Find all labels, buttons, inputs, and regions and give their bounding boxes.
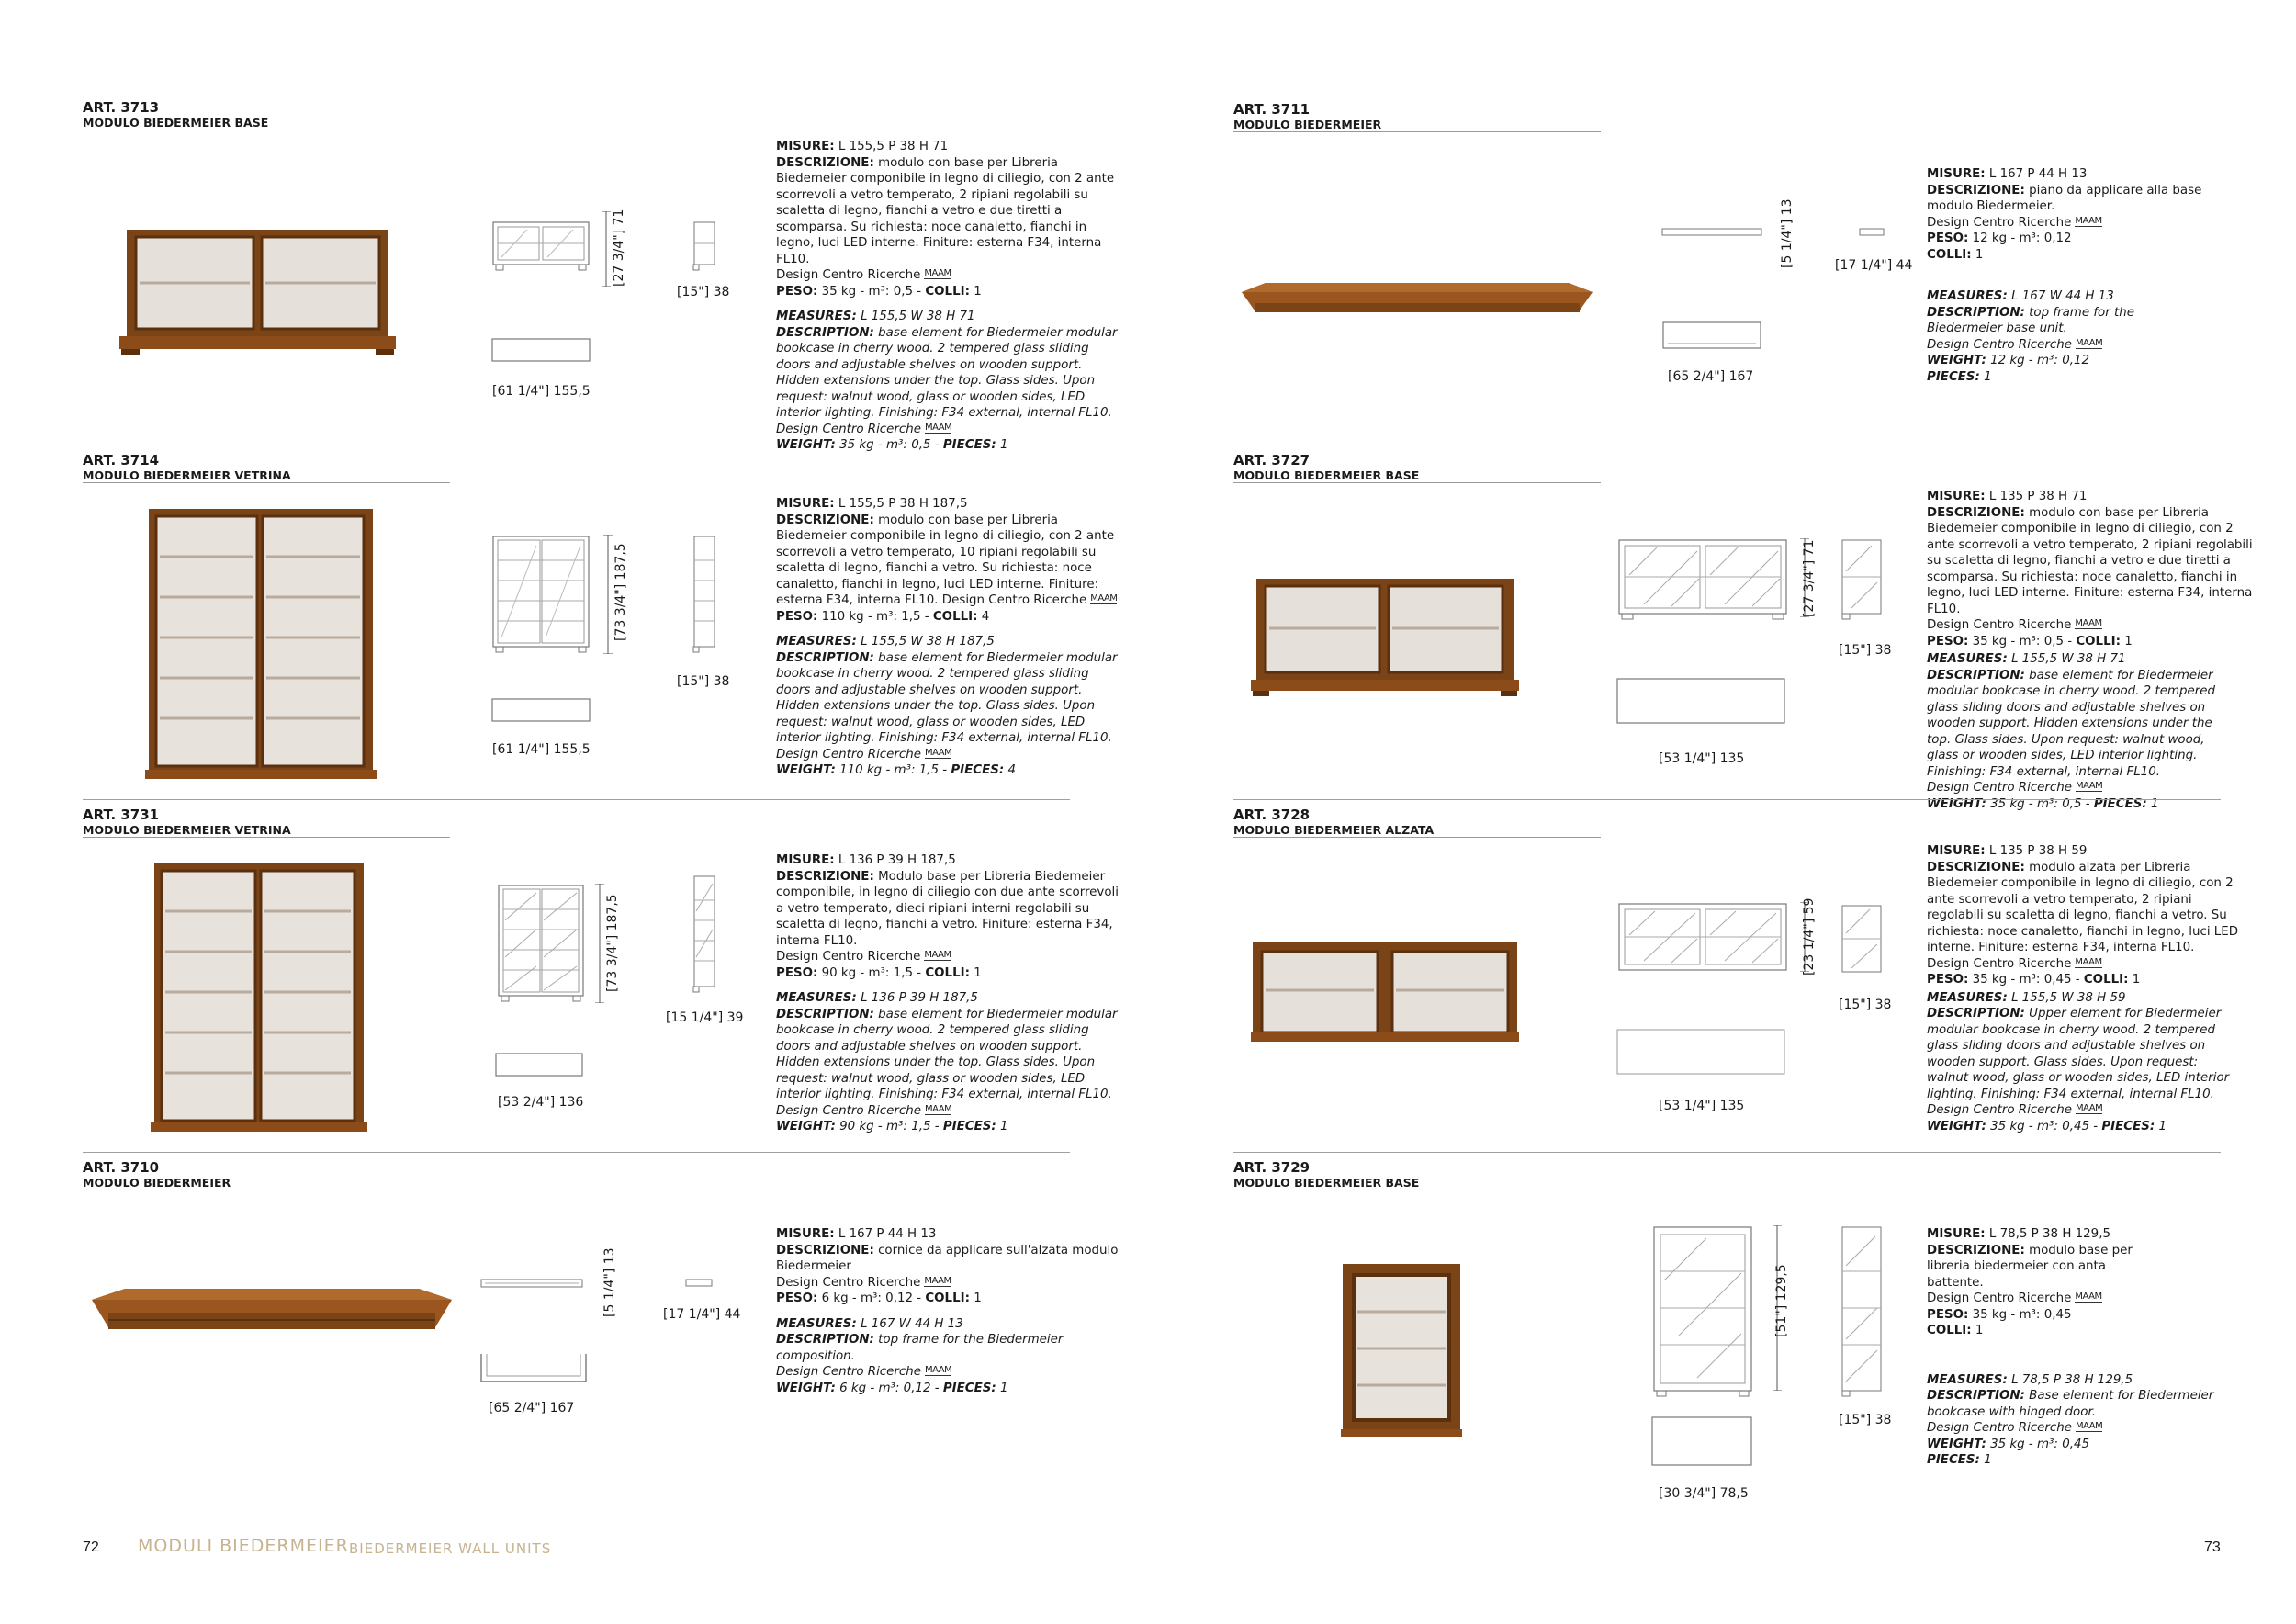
pieces-label-en: PIECES: <box>942 1120 996 1133</box>
description-label-it: DESCRIZIONE: <box>776 513 874 527</box>
height-dimension: [5 1/4"] 13 <box>1780 198 1795 268</box>
pieces-label-en: PIECES: <box>951 763 1005 777</box>
article-name: MODULO BIEDERMEIER <box>83 1176 231 1190</box>
entry-header <box>1233 1159 1601 1190</box>
design-credit-it: Design Centro Ricerche <box>1927 956 2072 971</box>
pieces-value-en: 1 <box>996 1381 1008 1395</box>
weight-label-it: PESO: <box>776 609 818 624</box>
description-label-en: DESCRIPTION: <box>1927 668 2025 682</box>
article-description <box>1927 489 2257 812</box>
article-number: ART. 3728 <box>1233 806 1311 823</box>
maam-logo: MAAM <box>2075 1291 2102 1302</box>
pieces-label-it: COLLI: <box>2076 634 2121 648</box>
pieces-label-en: PIECES: <box>2101 1119 2155 1133</box>
front-drawing <box>1660 226 1765 239</box>
entry-header <box>1233 101 1601 132</box>
weight-label-it: PESO: <box>1927 973 1969 987</box>
entry-header <box>83 452 450 483</box>
width-dimension: [65 2/4"] 167 <box>489 1401 575 1415</box>
section-divider <box>1233 1152 2221 1153</box>
weight-label-it: PESO: <box>776 284 818 299</box>
weight-value-it: 35 kg - m³: 0,45 <box>1968 1307 2072 1322</box>
description-text-en: base element for Biedermeier modular bookcase in cherry wood. 2 tempered glass sliding doors and adjustable shelves on wooden support. Hidden extensions under the top. Glass sides. Upon request: walnut wood, glass or wooden sides, LED interior lighting. Finishing: F34 external, internal FL10. <box>1927 668 2215 779</box>
article-number: ART. 3713 <box>83 99 160 116</box>
measures-value-en: L 167 W 44 H 13 <box>856 1316 963 1331</box>
maam-logo: MAAM <box>924 268 951 278</box>
design-credit-en: Design Centro Ricerche <box>776 1103 921 1118</box>
description-text-it: Modulo base per Libreria Biedemeier componibile, in legno di ciliegio con due ante scorrevoli a vetro temperato, dieci ripiani interni regolabili su scaletta di legno, fianchi a vetro. Finiture: esterna F34, interna FL10. <box>776 869 1119 948</box>
design-credit-en: Design Centro Ricerche <box>1927 337 2072 352</box>
description-text-en: Upper element for Biedermeier modular bookcase in cherry wood. 2 tempered glass sliding doors and adjustable shelves on wooden support. Glass sides. Upon request: walnut wood, glass or wooden sides, LED interior lighting. Finishing: F34 external, internal FL10. <box>1927 1007 2230 1101</box>
design-credit-it: Design Centro Ricerche <box>1927 1291 2072 1305</box>
pieces-label-it: COLLI: <box>925 965 970 980</box>
depth-dimension: [17 1/4"] 44 <box>663 1307 741 1322</box>
maam-logo: MAAM <box>2076 1421 2103 1431</box>
weight-value-it: 35 kg - m³: 0,45 - <box>1968 973 2084 987</box>
maam-logo: MAAM <box>2075 956 2102 967</box>
entry-header <box>83 806 450 838</box>
design-credit-it: Design Centro Ricerche <box>776 1275 921 1290</box>
depth-dimension: [15"] 38 <box>1839 998 1892 1012</box>
side-drawing <box>1839 904 1885 977</box>
weight-label-it: PESO: <box>776 1291 818 1305</box>
pieces-label-it: COLLI: <box>1927 1324 1972 1337</box>
description-text-en: base element for Biedermeier modular bookcase in cherry wood. 2 tempered glass sliding doors and adjustable shelves on wooden support. Hidden extensions under the top. Glass sides. Upon request: walnut wood, glass or wooden sides, LED interior lighting. Finishing: F34 external, internal FL10. <box>776 650 1118 745</box>
side-drawing <box>691 535 718 654</box>
measures-label-en: MEASURES: <box>1927 652 2008 666</box>
measures-label-it: MISURE: <box>1927 844 1986 858</box>
pieces-value-en: 1 <box>2155 1119 2167 1133</box>
top-drawing <box>494 1051 586 1080</box>
product-photo <box>143 505 378 784</box>
design-credit-en: Design Centro Ricerche <box>776 422 921 436</box>
section-divider <box>83 799 1070 800</box>
weight-value-en: 12 kg - m³: 0,12 <box>1986 354 2090 367</box>
description-text-en: base element for Biedermeier modular bookcase in cherry wood. 2 tempered glass sliding doors and adjustable shelves on wooden support. Hidden extensions under the top. Glass sides. Upon request: walnut wood, glass or wooden sides, LED interior lighting. Finishing: F34 external, internal FL10. <box>776 325 1118 420</box>
maam-logo: MAAM <box>925 1365 952 1375</box>
description-label-en: DESCRIPTION: <box>776 1333 874 1347</box>
measures-label-en: MEASURES: <box>1927 1372 2008 1387</box>
article-description <box>776 139 1120 454</box>
measures-label-it: MISURE: <box>1927 167 1986 181</box>
article-number: ART. 3731 <box>83 806 160 823</box>
article-description <box>776 1226 1120 1396</box>
description-text-en: top frame for the Biedermeier base unit. <box>1927 305 2134 335</box>
pieces-label-it: COLLI: <box>1927 247 1972 262</box>
product-photo <box>1337 1258 1466 1442</box>
side-drawing <box>1857 226 1886 239</box>
weight-label-en: WEIGHT: <box>776 1381 836 1395</box>
article-name: MODULO BIEDERMEIER BASE <box>83 116 269 130</box>
description-text-it: piano da applicare alla base modulo Biedermeier. <box>1927 183 2202 213</box>
description-label-it: DESCRIZIONE: <box>1927 505 2025 520</box>
measures-value-en: L 78,5 P 38 H 129,5 <box>2007 1372 2133 1387</box>
weight-label-it: PESO: <box>776 965 818 980</box>
height-dimension-line <box>603 535 613 654</box>
pieces-value-it: 1 <box>969 965 982 980</box>
description-text-it: modulo con base per Libreria Biedemeier componibile in legno di ciliegio, con 2 ante scorrevoli a vetro temperato, 2 ripiani regolabili su scaletta di legno, fianchi a vetro e due tiretti a scomparsa. Su richiesta: noce canaletto, fianchi in legno, luci LED interne. Finiture: esterna F34, interna FL10. <box>776 155 1115 266</box>
measures-value-en: L 136 P 39 H 187,5 <box>856 991 978 1005</box>
pieces-value-it: 1 <box>1971 1324 1984 1337</box>
height-dimension: [73 3/4"] 187,5 <box>613 543 628 641</box>
measures-value-it: L 136 P 39 H 187,5 <box>834 853 956 867</box>
weight-value-en: 6 kg - m³: 0,12 - <box>835 1381 943 1395</box>
description-label-it: DESCRIZIONE: <box>776 155 874 170</box>
measures-value-en: L 155,5 W 38 H 59 <box>2007 990 2126 1005</box>
weight-label-en: WEIGHT: <box>776 1120 836 1133</box>
pieces-label-it: COLLI: <box>932 609 978 624</box>
measures-label-en: MEASURES: <box>776 310 857 323</box>
description-label-en: DESCRIPTION: <box>776 650 874 665</box>
measures-label-it: MISURE: <box>1927 1227 1986 1241</box>
weight-label-en: WEIGHT: <box>1927 1119 1986 1133</box>
pieces-label-it: COLLI: <box>2083 973 2129 987</box>
measures-value-en: L 167 W 44 H 13 <box>2007 289 2114 303</box>
weight-label-en: WEIGHT: <box>1927 796 1986 811</box>
weight-value-en: 90 kg - m³: 1,5 - <box>835 1120 943 1133</box>
maam-logo: MAAM <box>2076 337 2103 348</box>
pieces-value-it: 1 <box>2120 634 2133 648</box>
article-description <box>776 852 1120 1135</box>
pieces-label-en: PIECES: <box>2093 796 2147 811</box>
weight-value-en: 35 kg - m³: 0,45 - <box>1986 1119 2102 1133</box>
measures-label-it: MISURE: <box>776 140 835 153</box>
measures-value-it: L 155,5 P 38 H 71 <box>834 140 949 153</box>
measures-value-it: L 167 P 44 H 13 <box>834 1227 937 1241</box>
article-description <box>1927 843 2239 1134</box>
design-credit-it: Design Centro Ricerche <box>1927 215 2072 230</box>
measures-label-en: MEASURES: <box>776 991 857 1005</box>
product-photo <box>118 220 398 358</box>
width-dimension: [53 2/4"] 136 <box>498 1095 584 1110</box>
maam-logo: MAAM <box>2076 781 2103 791</box>
design-credit-en: Design Centro Ricerche <box>1927 781 2072 795</box>
article-number: ART. 3727 <box>1233 452 1311 468</box>
description-label-it: DESCRIZIONE: <box>1927 183 2025 197</box>
maam-logo: MAAM <box>925 747 952 758</box>
maam-logo: MAAM <box>925 1103 952 1114</box>
measures-value-it: L 78,5 P 38 H 129,5 <box>1985 1227 2110 1241</box>
side-drawing <box>683 1277 715 1290</box>
description-text-en: Base element for Biedermeier bookcase with hinged door. <box>1927 1389 2214 1419</box>
side-drawing <box>1839 1225 1885 1400</box>
weight-label-en: WEIGHT: <box>1927 354 1986 367</box>
description-label-en: DESCRIPTION: <box>776 1007 874 1021</box>
pieces-label-en: PIECES: <box>942 438 996 452</box>
measures-value-en: L 155,5 W 38 H 71 <box>2007 652 2126 666</box>
description-text-en: top frame for the Biedermeier composition. <box>776 1333 1064 1363</box>
weight-value-it: 110 kg - m³: 1,5 - <box>817 609 933 624</box>
product-photo <box>1249 939 1521 1045</box>
pieces-value-en: 4 <box>1004 763 1017 777</box>
side-drawing <box>1839 538 1885 626</box>
depth-dimension: [15"] 38 <box>1839 643 1892 658</box>
top-drawing <box>478 1350 590 1387</box>
maam-logo: MAAM <box>924 1275 951 1286</box>
description-label-en: DESCRIPTION: <box>1927 1389 2025 1403</box>
pieces-value-en: 1 <box>2146 796 2159 811</box>
description-text-it: modulo base per libreria biedermeier con anta battente. <box>1927 1243 2133 1290</box>
weight-value-it: 90 kg - m³: 1,5 - <box>817 965 926 980</box>
measures-value-en: L 155,5 W 38 H 187,5 <box>856 635 995 648</box>
width-dimension: [61 1/4"] 155,5 <box>492 742 591 757</box>
height-dimension: [27 3/4"] 71 <box>1802 539 1817 617</box>
article-name: MODULO BIEDERMEIER BASE <box>1233 1176 1420 1190</box>
weight-value-it: 35 kg - m³: 0,5 - <box>1968 634 2077 648</box>
entry-header <box>83 99 450 130</box>
front-drawing <box>1616 538 1789 626</box>
top-drawing <box>490 696 593 726</box>
weight-label-en: WEIGHT: <box>776 438 836 452</box>
depth-dimension: [15"] 38 <box>1839 1413 1892 1427</box>
measures-label-it: MISURE: <box>776 853 835 867</box>
side-drawing <box>691 874 718 994</box>
description-text-it: modulo con base per Libreria Biedemeier componibile in legno di ciliegio, con 2 ante scorrevoli a vetro temperato, 10 ripiani regolabili su scaletta di legno, fianchi a vetro. Su richiesta: noce canaletto, fianchi in legno, luci LED interne. Finiture: esterna F34, interna FL10. Design Centro Ricerche <box>776 513 1115 607</box>
weight-value-it: 12 kg - m³: 0,12 <box>1968 231 2072 245</box>
weight-value-en: 35 kg - m³: 0,5 - <box>835 438 943 452</box>
top-drawing <box>1660 320 1765 353</box>
measures-value-it: L 155,5 P 38 H 187,5 <box>834 497 968 511</box>
measures-label-en: MEASURES: <box>776 635 857 648</box>
weight-value-it: 35 kg - m³: 0,5 - <box>817 284 926 299</box>
product-photo <box>88 1272 456 1346</box>
design-credit-en: Design Centro Ricerche <box>776 1365 921 1379</box>
front-drawing <box>1651 1225 1754 1400</box>
front-drawing <box>1616 902 1789 976</box>
pieces-value-en: 1 <box>1979 1453 1992 1467</box>
pieces-value-it: 1 <box>969 1291 982 1305</box>
article-name: MODULO BIEDERMEIER BASE <box>1233 468 1420 482</box>
depth-dimension: [15"] 38 <box>677 674 730 689</box>
front-drawing <box>490 220 591 276</box>
top-drawing <box>1615 1027 1789 1078</box>
description-text-it: modulo con base per Libreria Biedemeier componibile in legno di ciliegio, con 2 ante scorrevoli a vetro temperato, 2 ripiani regolabili su scaletta di legno, fianchi a vetro e due tiretti a scomparsa. Su richiesta: noce canaletto, fianchi in legno, luci LED interne. Finiture: esterna F34, interna FL10. <box>1927 505 2253 616</box>
pieces-label-en: PIECES: <box>942 1381 996 1395</box>
design-credit-en: Design Centro Ricerche <box>776 747 921 761</box>
design-credit-it: Design Centro Ricerche <box>1927 618 2072 632</box>
description-text-it: modulo alzata per Libreria Biedemeier componibile in legno di ciliegio, con 2 ante scorrevoli a vetro temperato, 2 ripiani regolabili su scaletta di legno, fianchi a vetro. Su richiesta: noce canaletto, fianchi in legno, luci LED interne. Finiture: esterna F34, interna FL10. <box>1927 860 2239 954</box>
weight-value-it: 6 kg - m³: 0,12 - <box>817 1291 926 1305</box>
article-number: ART. 3711 <box>1233 101 1311 118</box>
description-label-it: DESCRIZIONE: <box>776 869 874 884</box>
section-divider <box>1233 799 2221 800</box>
measures-value-it: L 167 P 44 H 13 <box>1985 167 2088 181</box>
height-dimension-line <box>595 884 604 1003</box>
depth-dimension: [15 1/4"] 39 <box>666 1010 744 1025</box>
measures-value-it: L 135 P 38 H 59 <box>1985 844 2088 858</box>
article-number: ART. 3729 <box>1233 1159 1311 1176</box>
description-label-en: DESCRIPTION: <box>1927 305 2025 320</box>
weight-value-en: 110 kg - m³: 1,5 - <box>835 763 951 777</box>
height-dimension: [23 1/4"] 59 <box>1802 897 1817 976</box>
measures-value-en: L 155,5 W 38 H 71 <box>856 310 975 323</box>
width-dimension: [61 1/4"] 155,5 <box>492 384 591 399</box>
entry-header <box>1233 806 1601 838</box>
weight-label-it: PESO: <box>1927 1307 1969 1322</box>
maam-logo: MAAM <box>2076 1103 2103 1113</box>
pieces-value-en: 1 <box>996 438 1008 452</box>
article-name: MODULO BIEDERMEIER <box>1233 118 1382 131</box>
pieces-value-it: 4 <box>977 609 990 624</box>
article-name: MODULO BIEDERMEIER VETRINA <box>83 468 291 482</box>
weight-label-it: PESO: <box>1927 231 1969 245</box>
entry-header <box>83 1159 450 1190</box>
design-credit-en: Design Centro Ricerche <box>1927 1103 2072 1117</box>
top-drawing <box>1649 1415 1756 1470</box>
front-drawing <box>490 535 593 654</box>
pieces-value-it: 1 <box>2128 973 2141 987</box>
design-credit-it: Design Centro Ricerche <box>776 268 921 282</box>
maam-logo: MAAM <box>1090 593 1118 603</box>
measures-value-it: L 135 P 38 H 71 <box>1985 490 2088 503</box>
section-title-it: MODULI BIEDERMEIER <box>138 1536 349 1556</box>
measures-label-it: MISURE: <box>776 497 835 511</box>
description-text-en: base element for Biedermeier modular bookcase in cherry wood. 2 tempered glass sliding doors and adjustable shelves on wooden support. Hidden extensions under the top. Glass sides. Upon request: walnut wood, glass or wooden sides, LED interior lighting. Finishing: F34 external, internal FL10. <box>776 1007 1118 1101</box>
maam-logo: MAAM <box>925 422 952 433</box>
front-drawing <box>479 1277 586 1291</box>
height-dimension: [5 1/4"] 13 <box>602 1247 617 1317</box>
pieces-value-it: 1 <box>1971 247 1984 262</box>
article-name: MODULO BIEDERMEIER ALZATA <box>1233 823 1435 837</box>
maam-logo: MAAM <box>2075 215 2102 226</box>
article-number: ART. 3710 <box>83 1159 160 1176</box>
height-dimension: [51"] 129,5 <box>1774 1264 1789 1337</box>
width-dimension: [65 2/4"] 167 <box>1668 369 1754 384</box>
product-photo <box>1238 274 1596 323</box>
measures-label-it: MISURE: <box>1927 490 1986 503</box>
measures-label-en: MEASURES: <box>1927 289 2008 303</box>
entry-header <box>1233 452 1601 483</box>
article-number: ART. 3714 <box>83 452 160 468</box>
height-dimension: [73 3/4"] 187,5 <box>605 894 620 992</box>
measures-label-en: MEASURES: <box>1927 990 2008 1005</box>
measures-label-en: MEASURES: <box>776 1316 857 1331</box>
maam-logo: MAAM <box>924 950 951 960</box>
design-credit-en: Design Centro Ricerche <box>1927 1421 2072 1435</box>
weight-label-en: WEIGHT: <box>1927 1437 1986 1451</box>
pieces-label-it: COLLI: <box>925 1291 970 1305</box>
design-credit-it: Design Centro Ricerche <box>776 950 921 964</box>
pieces-value-en: 1 <box>996 1120 1008 1133</box>
maam-logo: MAAM <box>2075 618 2102 628</box>
weight-value-en: 35 kg - m³: 0,45 <box>1986 1437 2090 1451</box>
width-dimension: [53 1/4"] 135 <box>1659 751 1745 766</box>
product-photo <box>149 860 369 1139</box>
article-description <box>1927 1226 2230 1469</box>
weight-label-en: WEIGHT: <box>776 763 836 777</box>
description-label-it: DESCRIZIONE: <box>776 1243 874 1257</box>
measures-label-it: MISURE: <box>776 1227 835 1241</box>
side-drawing <box>691 220 718 276</box>
page-number-right: 73 <box>2204 1539 2221 1555</box>
pieces-value-it: 1 <box>969 284 982 299</box>
height-dimension: [27 3/4"] 71 <box>612 209 626 287</box>
pieces-label-it: COLLI: <box>925 284 970 299</box>
description-text-it: cornice da applicare sull'alzata modulo Biedermeier <box>776 1243 1119 1273</box>
weight-value-en: 35 kg - m³: 0,5 - <box>1986 796 2094 811</box>
description-label-it: DESCRIZIONE: <box>1927 1243 2025 1257</box>
height-dimension-line <box>602 211 611 287</box>
pieces-label-en: PIECES: <box>1927 369 1980 384</box>
top-drawing <box>490 336 593 366</box>
pieces-value-en: 1 <box>1979 369 1992 384</box>
width-dimension: [53 1/4"] 135 <box>1659 1099 1745 1113</box>
article-description <box>776 496 1120 779</box>
front-drawing <box>496 884 588 1003</box>
description-label-en: DESCRIPTION: <box>776 325 874 340</box>
section-title-en: BIEDERMEIER WALL UNITS <box>349 1540 552 1557</box>
description-label-it: DESCRIZIONE: <box>1927 860 2025 874</box>
width-dimension: [30 3/4"] 78,5 <box>1659 1486 1749 1501</box>
top-drawing <box>1615 676 1789 727</box>
article-name: MODULO BIEDERMEIER VETRINA <box>83 823 291 837</box>
article-description <box>1927 166 2202 385</box>
depth-dimension: [17 1/4"] 44 <box>1835 258 1913 273</box>
product-photo <box>1249 573 1521 698</box>
pieces-label-en: PIECES: <box>1927 1453 1980 1467</box>
depth-dimension: [15"] 38 <box>677 285 730 299</box>
section-divider <box>83 1152 1070 1153</box>
weight-label-it: PESO: <box>1927 634 1969 648</box>
page-number-left: 72 <box>83 1539 99 1555</box>
description-label-en: DESCRIPTION: <box>1927 1007 2025 1021</box>
